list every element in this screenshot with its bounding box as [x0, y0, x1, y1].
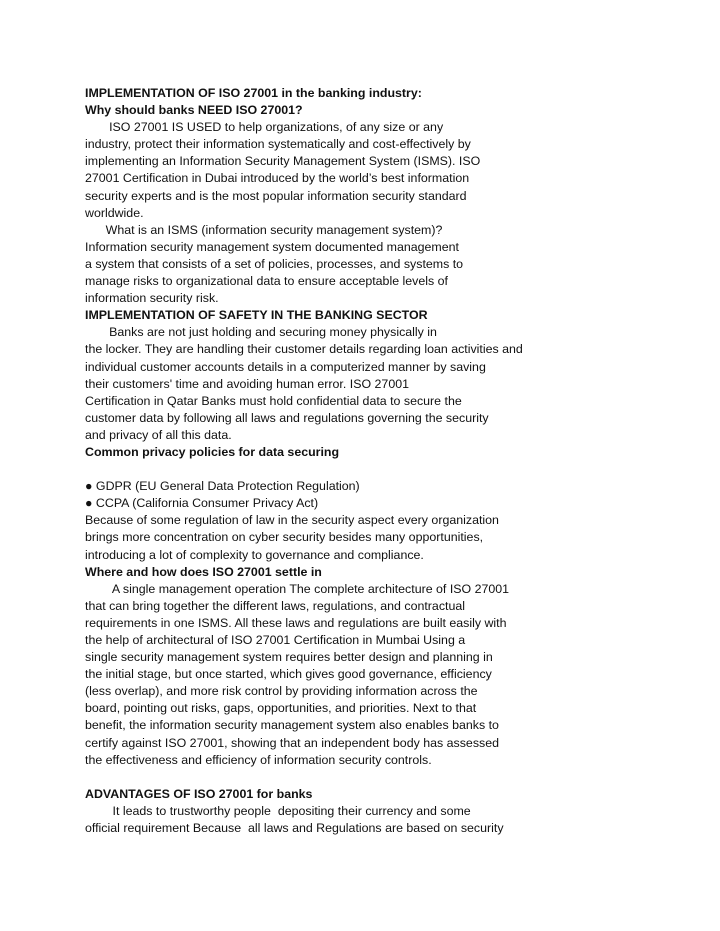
body-text-line: and privacy of all this data.: [85, 427, 232, 442]
blank-line: [85, 461, 705, 478]
body-text-line: ISO 27001 IS USED to help organizations, of any size or any: [85, 120, 444, 135]
body-text-line: worldwide.: [85, 205, 144, 220]
body-text-line: the effectiveness and efficiency of information security controls.: [85, 752, 432, 767]
section-heading: Where and how does ISO 27001 settle in: [85, 564, 322, 579]
body-text-line: brings more concentration on cyber security besides many opportunities,: [85, 530, 484, 545]
body-text-line: individual customer accounts details in a computerized manner by saving: [85, 359, 486, 374]
body-text-line: their customers' time and avoiding human error. ISO 27001: [85, 376, 410, 391]
body-text-line: Certification in Qatar Banks must hold confidential data to secure the: [85, 393, 462, 408]
body-text-line: Banks are not just holding and securing money physically in: [85, 325, 437, 340]
body-text-line: board, pointing out risks, gaps, opportunities, and priorities. Next to that: [85, 701, 477, 716]
body-text-line: What is an ISMS (information security management system)?: [85, 222, 443, 237]
body-text-line: security experts and is the most popular information security standard: [85, 188, 467, 203]
body-text-line: customer data by following all laws and regulations governing the security: [85, 410, 489, 425]
body-text-line: single security management system requires better design and planning in: [85, 650, 493, 665]
body-text-line: the locker. They are handling their customer details regarding loan activities and: [85, 342, 523, 357]
body-text-line: ● GDPR (EU General Data Protection Regulation): [85, 479, 360, 494]
body-text-line: A single management operation The complete architecture of ISO 27001: [85, 581, 510, 596]
body-text-line: manage risks to organizational data to ensure acceptable levels of: [85, 274, 448, 289]
body-text-line: industry, protect their information systematically and cost-effectively by: [85, 137, 471, 152]
body-text-line: benefit, the information security management system also enables banks to: [85, 718, 499, 733]
document-page: [85, 85, 705, 837]
body-text-line: Because of some regulation of law in the security aspect every organization: [85, 513, 499, 528]
blank-line: [85, 769, 705, 786]
section-heading: IMPLEMENTATION OF ISO 27001 in the banking industry:: [85, 86, 422, 100]
body-text-line: the help of architectural of ISO 27001 Certification in Mumbai Using a: [85, 633, 466, 647]
body-text-line: information security risk.: [85, 291, 219, 306]
body-text-line: introducing a lot of complexity to governance and compliance.: [85, 547, 424, 562]
body-text-line: implementing an Information Security Management System (ISMS). ISO: [85, 154, 481, 169]
body-text-line: certify against ISO 27001, showing that an independent body has assessed: [85, 735, 499, 750]
body-text-line: official requirement Because all laws and Regulations are based on security: [85, 821, 504, 836]
body-text-line: 27001 Certification in Dubai introduced by the world’s best information: [85, 171, 470, 186]
body-text-line: requirements in one ISMS. All these laws and regulations are built easily with: [85, 615, 507, 630]
body-text-line: the initial stage, but once started, which gives good governance, efficiency: [85, 667, 492, 682]
section-heading: Why should banks NEED ISO 27001?: [85, 103, 303, 118]
body-text-line: It leads to trustworthy people depositing their currency and some: [85, 803, 471, 818]
body-text-line: a system that consists of a set of policies, processes, and systems to: [85, 256, 464, 271]
body-text-line: (less overlap), and more risk control by providing information across the: [85, 684, 478, 699]
section-heading: ADVANTAGES OF ISO 27001 for banks: [85, 786, 313, 801]
body-text-line: that can bring together the different laws, regulations, and contractual: [85, 598, 465, 613]
section-heading: IMPLEMENTATION OF SAFETY IN THE BANKING SECTOR: [85, 308, 428, 323]
body-text-line: ● CCPA (California Consumer Privacy Act): [85, 496, 319, 511]
section-heading: Common privacy policies for data securing: [85, 444, 340, 459]
body-text-line: Information security management system documented management: [85, 239, 459, 254]
